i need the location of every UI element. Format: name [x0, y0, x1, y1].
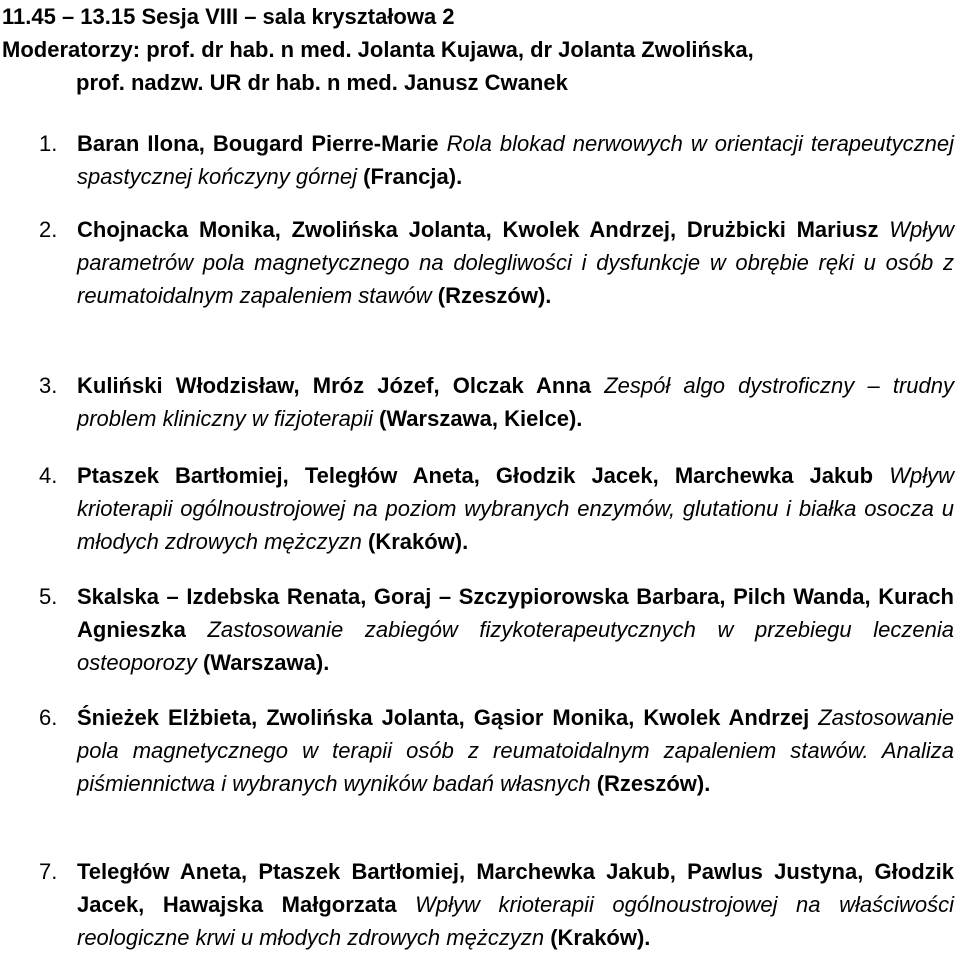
item-place: (Warszawa, Kielce).	[379, 406, 583, 431]
item-body	[77, 369, 954, 435]
list-item	[0, 213, 956, 312]
item-number: 1.	[39, 131, 58, 156]
item-place: (Kraków).	[368, 529, 469, 554]
item-number: 7.	[39, 859, 58, 884]
item-authors: Chojnacka Monika, Zwolińska Jolanta, Kwolek Andrzej, Drużbicki Mariusz	[77, 217, 879, 242]
item-authors: Ptaszek Bartłomiej, Teległów Aneta, Głodzik Jacek, Marchewka Jakub	[77, 463, 874, 488]
item-place: (Kraków).	[550, 925, 651, 950]
item-authors: Śnieżek Elżbieta, Zwolińska Jolanta, Gąsior Monika, Kwolek Andrzej	[77, 705, 810, 730]
item-title: Zastosowanie pola magnetycznego w terapii osób z reumatoidalnym zapaleniem stawów. Analiza piśmiennictwa i wybranych wyników badań własnych	[77, 705, 954, 796]
item-title: Wpływ krioterapii ogólnoustrojowej na właściwości reologiczne krwi u młodych zdrowych mężczyzn	[77, 892, 954, 950]
list-item	[0, 701, 956, 800]
session-header	[2, 0, 952, 99]
item-body	[77, 213, 954, 312]
item-body	[77, 459, 954, 558]
item-body	[77, 701, 954, 800]
item-number: 5.	[39, 584, 58, 609]
item-number: 4.	[39, 463, 58, 488]
item-title: Rola blokad nerwowych w orientacji terapeutycznej spastycznej kończyny górnej	[77, 131, 954, 189]
item-number: 2.	[39, 217, 58, 242]
item-place: (Francja).	[363, 164, 463, 189]
item-title: Zastosowanie zabiegów fizykoterapeutycznych w przebiegu leczenia osteoporozy	[77, 617, 954, 675]
item-authors: Kuliński Włodzisław, Mróz Józef, Olczak Anna	[77, 373, 592, 398]
item-authors: Skalska – Izdebska Renata, Goraj – Szczypiorowska Barbara, Pilch Wanda, Kurach Agnieszka	[77, 584, 954, 642]
item-body	[77, 127, 954, 193]
item-title: Wpływ parametrów pola magnetycznego na dolegliwości i dysfunkcje w obrębie ręki u osób z reumatoidalnym zapaleniem stawów	[77, 217, 954, 308]
session-time-title: 11.45 – 13.15 Sesja VIII – sala kryształowa 2	[2, 4, 455, 29]
session-moderators-line2: prof. nadzw. UR dr hab. n med. Janusz Cwanek	[76, 70, 568, 95]
item-place: (Rzeszów).	[596, 771, 711, 796]
item-body	[77, 580, 954, 679]
item-authors: Teległów Aneta, Ptaszek Bartłomiej, Marchewka Jakub, Pawlus Justyna, Głodzik Jacek, Hawajska Małgorzata	[77, 859, 954, 917]
list-item	[0, 459, 956, 558]
item-place: (Warszawa).	[202, 650, 330, 675]
item-number: 6.	[39, 705, 58, 730]
list-item	[0, 855, 956, 954]
item-title: Wpływ krioterapii ogólnoustrojowej na poziom wybranych enzymów, glutationu i białka osocza u młodych zdrowych mężczyzn	[77, 463, 954, 554]
item-title: Zespół algo dystroficzny – trudny problem kliniczny w fizjoterapii	[77, 373, 954, 431]
item-number: 3.	[39, 373, 58, 398]
item-authors: Baran Ilona, Bougard Pierre-Marie	[77, 131, 439, 156]
item-body	[77, 855, 954, 954]
list-item	[0, 127, 956, 193]
list-item	[0, 580, 956, 679]
item-place: (Rzeszów).	[437, 283, 552, 308]
session-moderators-line1: Moderatorzy: prof. dr hab. n med. Jolanta Kujawa, dr Jolanta Zwolińska,	[2, 37, 754, 62]
list-item	[0, 369, 956, 435]
